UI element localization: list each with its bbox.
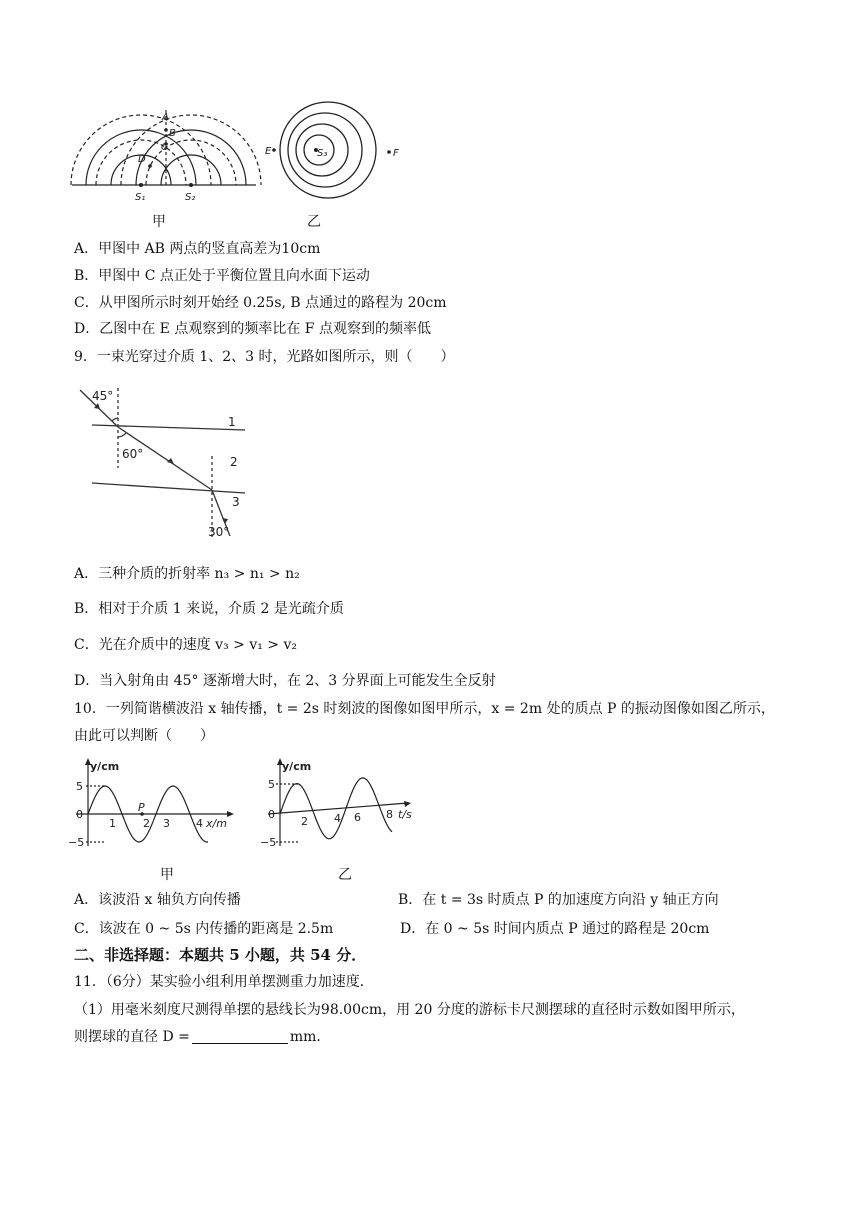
label-B: B [169,128,176,139]
q9-option-d: D．当入射角由 45° 逐渐增大时，在 2、3 分界面上可能发生全反射 [74,673,496,689]
yi-ytick-5: 5 [268,778,275,791]
jia-xtick-2: 2 [143,817,150,830]
q11-part1-text: 则摆球的直径 D = [74,1029,190,1045]
q9-option-a: A．三种介质的折射率 n₃ > n₁ > n₂ [74,566,300,582]
label-D: D [138,154,146,165]
jia-ylabel: y/cm [90,760,120,773]
angle-60: 60° [122,447,144,461]
q10-stem-line2: 由此可以判断（ ） [74,728,214,744]
yi-ytick-neg5: −5 [260,836,277,849]
yi-xtick-8: 8 [386,808,393,821]
wave-interference-figure [66,100,406,220]
q10-stem-line1: 10．一列简谐横波沿 x 轴传播，t = 2s 时刻波的图像如图甲所示，x = 2m 处的质点 P 的振动图像如图乙所示， [74,701,775,717]
q9-option-c: C．光在介质中的速度 v₃ > v₁ > v₂ [74,637,297,653]
yi-xtick-2: 2 [301,815,308,828]
angle-45: 45° [92,389,114,403]
vibration-graph-yi [258,756,428,856]
fig8-yi-caption: 乙 [307,214,321,230]
q10-option-a: A．该波沿 x 轴负方向传播 [74,892,241,908]
label-S2: S₂ [185,192,196,203]
jia-xtick-4: 4 [196,817,203,830]
fig8-jia-caption: 甲 [152,214,166,230]
jia-ytick-neg5: −5 [68,836,85,849]
medium-2-label: 2 [230,455,238,469]
jia-point-P: P [138,801,145,814]
q9-stem: 9．一束光穿过介质 1、2、3 时，光路如图所示，则（ ） [74,349,455,365]
q8-option-b: B．甲图中 C 点正处于平衡位置且向水面下运动 [74,268,370,284]
label-S1: S₁ [135,192,146,203]
jia-xlabel: x/m [206,817,227,830]
q10-option-c: C．该波在 0 ~ 5s 内传播的距离是 2.5m [74,921,334,937]
q11-part1-line2 [74,1028,330,1046]
q8-option-d: D．乙图中在 E 点观察到的频率比在 F 点观察到的频率低 [74,321,431,337]
refraction-figure [70,378,270,546]
fig10-yi-caption: 乙 [338,867,352,883]
angle-30: 30° [208,525,230,539]
yi-xtick-4: 4 [334,812,341,825]
label-A: A [162,112,169,123]
answer-blank-diameter[interactable] [192,1029,288,1044]
yi-ytick-0: 0 [268,808,275,821]
jia-ytick-5: 5 [76,780,83,793]
q8-option-c: C．从甲图所示时刻开始经 0.25s, B 点通过的路程为 20cm [74,295,447,311]
medium-1-label: 1 [228,415,236,429]
q8-option-a: A．甲图中 AB 两点的竖直高差为10cm [74,241,321,257]
wave-graph-jia [68,756,238,856]
q9-option-b: B．相对于介质 1 来说，介质 2 是光疏介质 [74,601,344,617]
yi-xlabel: t/s [398,808,412,821]
jia-xtick-1: 1 [109,817,116,830]
q11-part1-line1: （1）用毫米刻度尺测得单摆的悬线长为98.00cm，用 20 分度的游标卡尺测摆球的直径时示数如图甲所示， [74,1002,745,1018]
label-F: F [393,148,399,159]
q11-part1-unit: mm． [289,1029,331,1045]
label-E: E [265,146,272,157]
q10-option-b: B．在 t = 3s 时质点 P 的加速度方向沿 y 轴正方向 [398,892,719,908]
jia-xtick-3: 3 [163,817,170,830]
section2-title: 二、非选择题：本题共 5 小题，共 54 分． [74,946,367,964]
medium-3-label: 3 [232,495,240,509]
label-S3: S₃ [317,148,328,159]
yi-ylabel: y/cm [282,760,312,773]
fig10-jia-caption: 甲 [160,867,174,883]
q11-stem: 11．（6分）某实验小组利用单摆测重力加速度． [74,974,374,990]
yi-xtick-6: 6 [354,811,361,824]
jia-ytick-0: 0 [76,808,83,821]
q10-option-d: D．在 0 ~ 5s 时间内质点 P 通过的路程是 20cm [400,921,710,937]
label-C: C [161,142,168,153]
